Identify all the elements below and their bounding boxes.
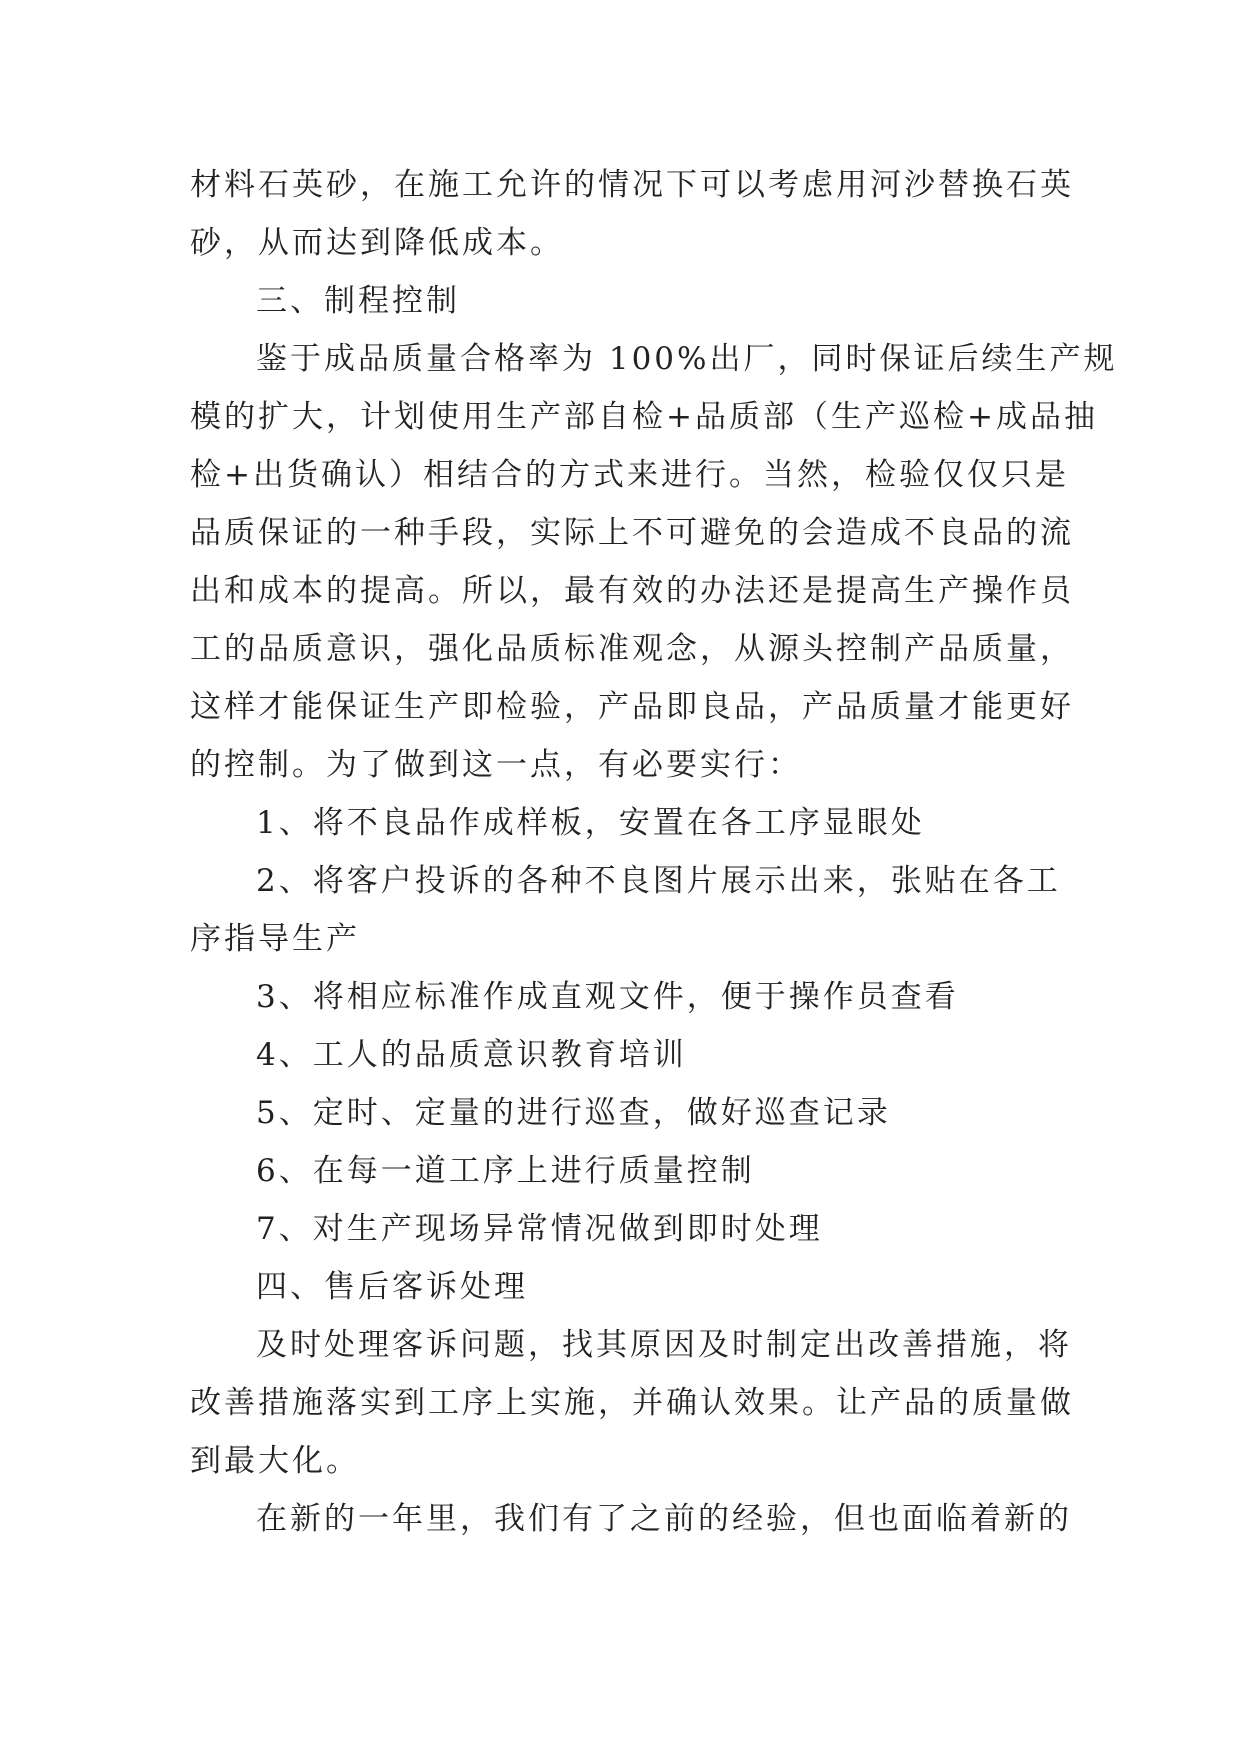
list-item-6: 6、在每一道工序上进行质量控制 <box>256 1153 755 1189</box>
list-item-3: 3、将相应标准作成直观文件，便于操作员查看 <box>256 979 959 1015</box>
text-line-6: 检+出货确认）相结合的方式来进行。当然，检验仅仅只是 <box>190 457 1069 493</box>
section-heading-process-control: 三、制程控制 <box>256 283 460 319</box>
text-line-21: 及时处理客诉问题，找其原因及时制定出改善措施，将 <box>256 1327 1072 1363</box>
text-line-11: 的控制。为了做到这一点，有必要实行： <box>190 747 802 783</box>
text-line-2: 砂，从而达到降低成本。 <box>190 225 564 261</box>
list-item-2-continued: 序指导生产 <box>190 921 360 957</box>
section-heading-after-sales: 四、售后客诉处理 <box>256 1269 528 1305</box>
text-line-1: 材料石英砂，在施工允许的情况下可以考虑用河沙替换石英 <box>190 167 1074 203</box>
text-line-4: 鉴于成品质量合格率为 100%出厂，同时保证后续生产规 <box>256 341 1118 377</box>
text-line-5: 模的扩大，计划使用生产部自检+品质部（生产巡检+成品抽 <box>190 399 1098 435</box>
document-body <box>190 156 1118 1548</box>
list-item-2: 2、将客户投诉的各种不良图片展示出来，张贴在各工 <box>256 863 1061 899</box>
list-item-5: 5、定时、定量的进行巡查，做好巡查记录 <box>256 1095 891 1131</box>
text-line-9: 工的品质意识，强化品质标准观念，从源头控制产品质量， <box>190 631 1074 667</box>
list-item-1: 1、将不良品作成样板，安置在各工序显眼处 <box>256 805 925 841</box>
list-item-4: 4、工人的品质意识教育培训 <box>256 1037 687 1073</box>
text-line-24: 在新的一年里，我们有了之前的经验，但也面临着新的 <box>256 1501 1072 1537</box>
list-item-7: 7、对生产现场异常情况做到即时处理 <box>256 1211 823 1247</box>
text-line-8: 出和成本的提高。所以，最有效的办法还是提高生产操作员 <box>190 573 1074 609</box>
text-line-22: 改善措施落实到工序上实施，并确认效果。让产品的质量做 <box>190 1385 1074 1421</box>
text-line-10: 这样才能保证生产即检验，产品即良品，产品质量才能更好 <box>190 689 1074 725</box>
text-line-23: 到最大化。 <box>190 1443 360 1479</box>
text-line-7: 品质保证的一种手段，实际上不可避免的会造成不良品的流 <box>190 515 1074 551</box>
